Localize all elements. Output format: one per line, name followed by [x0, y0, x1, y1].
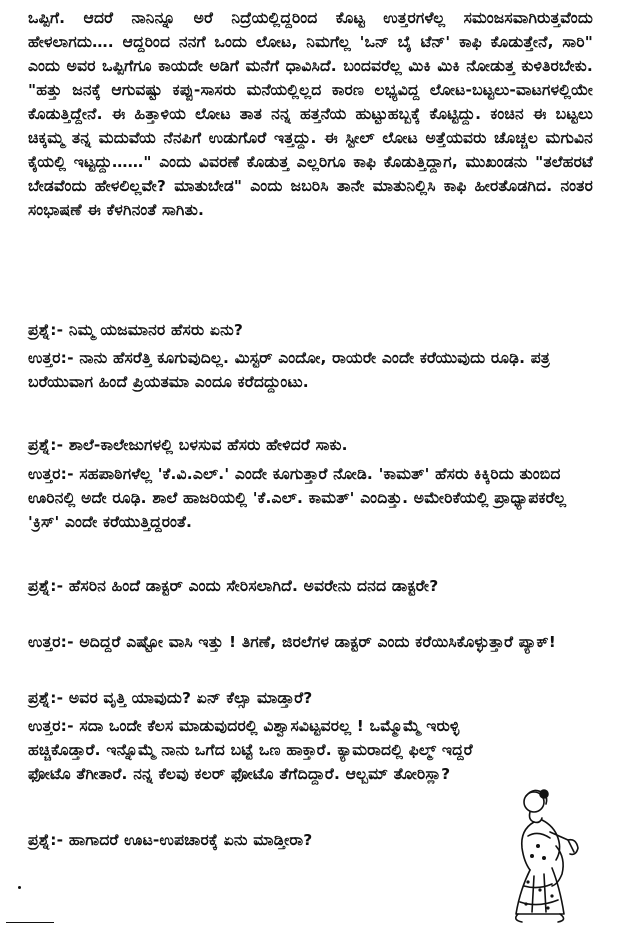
qa-answer-3 [28, 630, 593, 654]
question-text: ಅವರ ವೃತ್ತಿ ಯಾವುದು? ಏನ್ ಕೆಲ್ಸಾ ಮಾಡ್ತಾರೆ? [68, 689, 313, 707]
qa-question-4 [28, 686, 593, 710]
answer-label: ಉತ್ತರ:- [28, 349, 74, 367]
question-label: ಪ್ರಶ್ನೆ:- [28, 689, 64, 707]
qa-answer-1 [28, 346, 593, 394]
qa-question-2 [28, 433, 593, 457]
qa-answer-2 [28, 462, 593, 534]
question-text: ಶಾಲೆ-ಕಾಲೇಜುಗಳಲ್ಲಿ ಬಳಸುವ ಹೆಸರು ಹೇಳಿದರೆ ಸಾಕು. [68, 436, 348, 454]
question-label: ಪ್ರಶ್ನೆ:- [28, 577, 64, 595]
footnote-rule [6, 922, 54, 923]
answer-label: ಉತ್ತರ:- [28, 465, 74, 483]
qa-question-5 [28, 828, 498, 852]
question-text: ನಿಮ್ಮ ಯಜಮಾನರ ಹೆಸರು ಏನು? [68, 321, 244, 339]
qa-question-1 [28, 318, 593, 342]
question-text: ಹಾಗಾದರೆ ಊಟ-ಉಪಚಾರಕ್ಕೆ ಏನು ಮಾಡ್ತೀರಾ? [68, 831, 313, 849]
question-text: ಹೆಸರಿನ ಹಿಂದೆ ಡಾಕ್ಟರ್ ಎಂದು ಸೇರಿಸಲಾಗಿದೆ. ಅವರೇನು ದನದ ಡಾಕ್ಟರೇ? [68, 577, 439, 595]
question-label: ಪ್ರಶ್ನೆ:- [28, 436, 64, 454]
intro-paragraph: ಒಪ್ಪಿಗೆ. ಆದರೆ ನಾನಿನ್ನೂ ಅರೆ ನಿದ್ರೆಯಲ್ಲಿದ್ದರಿಂದ ಕೊಟ್ಟ ಉತ್ತರಗಳೆಲ್ಲ ಸಮಂಜಸವಾಗಿರುತ್ತವೆಂದು ಹೇಳಲಾಗದು…. ಆದ್ದರಿಂದ ನನಗೆ ಒಂದು ಲೋಟ, ನಿಮಗೆಲ್ಲ 'ಒನ್ ಬೈ ಟೆನ್' ಕಾಫಿ ಕೊಡುತ್ತೇನೆ, ಸಾರಿ" ಎಂದು ಅವರ ಒಪ್ಪಿಗೆಗೂ ಕಾಯದೇ ಅಡಿಗೆ ಮನೆಗೆ ಧಾವಿಸಿದೆ. ಬಂದವರೆಲ್ಲ ಮಿಕಿ ಮಿಕಿ ನೋಡುತ್ತ ಕುಳಿತಿರಬೇಕು. "ಹತ್ತು ಜನಕ್ಕೆ ಆಗುವಷ್ಟು ಕಪ್ಪು-ಸಾಸರು ಮನೆಯಲ್ಲಿಲ್ಲದ ಕಾರಣ ಲಭ್ಯವಿದ್ದ ಲೋಟ-ಬಟ್ಟಲು-ವಾಟಗಳಲ್ಲಿಯೇ ಕೊಡುತ್ತಿದ್ದೇನೆ. ಈ ಹಿತ್ತಾಳಿಯ ಲೋಟ ತಾತ ನನ್ನ ಹತ್ತನೆಯ ಹುಟ್ಟುಹಬ್ಬಕ್ಕೆ ಕೊಟ್ಟಿದ್ದು. ಕಂಚಿನ ಈ ಬಟ್ಟಲು ಚಿಕ್ಕಮ್ಮ ತನ್ನ ಮದುವೆಯ ನೆನಪಿಗೆ ಉಡುಗೊರೆ ಇತ್ತದ್ದು. ಈ ಸ್ಟೀಲ್ ಲೋಟ ಅತ್ತೆಯವರು ಚೊಚ್ಚಲ ಮಗುವಿನ ಕೈಯಲ್ಲಿ ಇಟ್ಟದ್ದು……" ಎಂದು ವಿವರಣೆ ಕೊಡುತ್ತ ಎಲ್ಲರಿಗೂ ಕಾಫಿ ಕೊಡುತ್ತಿದ್ದಾಗ, ಮುಖಂಡನು "ತಲೆಹರಟೆ ಬೇಡವೆಂದು ಹೇಳಲಿಲ್ಲವೇ? ಮಾತುಬೇಡ" ಎಂದು ಜಬರಿಸಿ ತಾನೇ ಮಾತುನಿಲ್ಲಿಸಿ ಕಾಫಿ ಹೀರತೊಡಗಿದ. ನಂತರ ಸಂಭಾಷಣೆ ಈ ಕೆಳಗಿನಂತೆ ಸಾಗಿತು. [28, 9, 593, 219]
qa-answer-4 [28, 714, 508, 786]
question-label: ಪ್ರಶ್ನೆ:- [28, 831, 64, 849]
answer-text: ಸದಾ ಒಂದೇ ಕೆಲಸ ಮಾಡುವುದರಲ್ಲಿ ವಿಶ್ವಾಸವಿಟ್ಟವರಲ್ಲ ! ಒಮ್ಮೊಮ್ಮೆ ಇರುಳ್ಳಿ ಹಚ್ಚಿಕೊಡ್ತಾರೆ. ಇನ್ನೊಮ್ಮೆ ನಾನು ಒಗೆದ ಬಟ್ಟೆ ಒಣ ಹಾಕ್ತಾರೆ. ಕ್ಯಾಮರಾದಲ್ಲಿ ಫಿಲ್ಮ್ ಇದ್ದರೆ ಫೋಟೊ ತೆಗೀತಾರೆ. ನನ್ನ ಕೆಲವು ಕಲರ್ ಫೋಟೊ ತೆಗೆದಿದ್ದಾರೆ. ಆಲ್ಬಮ್ ತೋರಿಸ್ಲಾ? [28, 717, 473, 783]
ink-dot [18, 886, 21, 889]
question-label: ಪ್ರಶ್ನೆ:- [28, 321, 64, 339]
qa-question-3 [28, 574, 593, 598]
woman-figure-illustration [504, 786, 584, 926]
answer-text: ಅದಿದ್ದರೆ ಎಷ್ಟೋ ವಾಸಿ ಇತ್ತು ! ತಿಗಣೆ, ಜಿರಲೆಗಳ ಡಾಕ್ಟರ್ ಎಂದು ಕರೆಯಿಸಿಕೊಳ್ಳುತ್ತಾರೆ ಪ್ಯಾಕ್! [79, 633, 556, 651]
answer-text: ನಾನು ಹೆಸರೆತ್ತಿ ಕೂಗುವುದಿಲ್ಲ. ಮಿಸ್ಟರ್ ಎಂದೋ, ರಾಯರೇ ಎಂದೇ ಕರೆಯುವುದು ರೂಢಿ. ಪತ್ರ ಬರೆಯುವಾಗ ಹಿಂದೆ ಪ್ರಿಯತಮಾ ಎಂದೂ ಕರೆದದ್ದುಂಟು. [28, 349, 550, 391]
answer-label: ಉತ್ತರ:- [28, 717, 74, 735]
answer-label: ಉತ್ತರ:- [28, 633, 74, 651]
answer-text: ಸಹಪಾಠಿಗಳೆಲ್ಲ 'ಕೆ.ವಿ.ಎಲ್.' ಎಂದೇ ಕೂಗುತ್ತಾರೆ ನೋಡಿ. 'ಕಾಮತ್' ಹೆಸರು ಕಿಕ್ಕಿರಿದು ತುಂಬಿದ ಊರಿನಲ್ಲಿ ಅದೇ ರೂಢಿ. ಶಾಲೆ ಹಾಜರಿಯಲ್ಲಿ 'ಕೆ.ಎಲ್. ಕಾಮತ್' ಎಂದಿತ್ತು. ಅಮೇರಿಕೆಯಲ್ಲಿ ಪ್ರಾಧ್ಯಾಪಕರೆಲ್ಲ 'ಕ್ರಿಸ್' ಎಂದೇ ಕರೆಯುತ್ತಿದ್ದರಂತೆ. [28, 465, 567, 531]
